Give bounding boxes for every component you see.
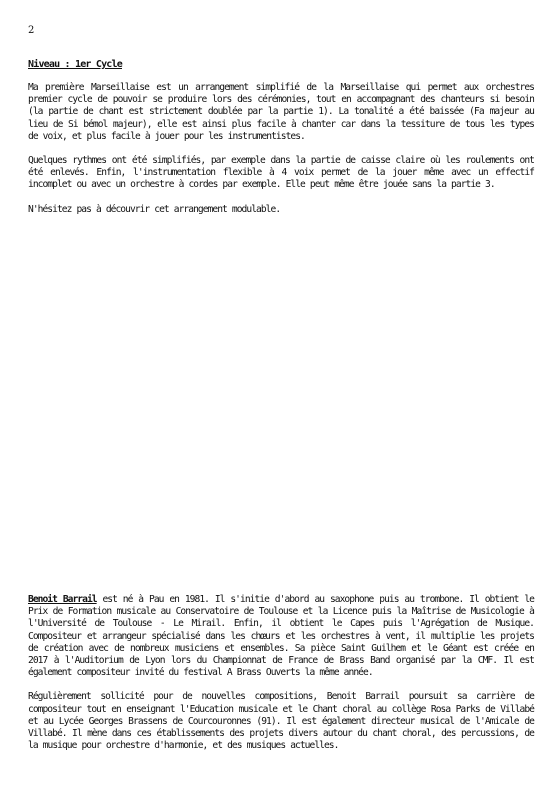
author-name: Benoit Barrail [28,594,97,605]
arrangement-description [28,82,534,228]
intro-paragraph-3: N'hésitez pas à découvrir cet arrangement modulable. [28,203,281,215]
page-number: 2 [28,25,35,36]
intro-paragraph-1: Ma première Marseillaise est un arrangement simplifié de la Marseillaise qui permet aux orchestres premier cycle de pouvoir se produire lors des cérémonies, tout en accompagnant des chanteurs si besoin (la partie de chant est strictement doublée par la partie 1). La tonalité a été baissée (Fa majeur au lieu de Si bémol majeur), elle est ainsi plus facile à chanter car dans la tessiture de tous les types de voix, et plus facile à jouer pour les instrumentistes. [28,82,534,142]
intro-paragraph-2: Quelques rythmes ont été simplifiés, par exemple dans la partie de caisse claire où les roulements ont été enlevés. Enfin, l'instrumentation flexible à 4 voix permet de la jouer même avec un effectif incomplet ou avec un orchestre à cordes par exemple. Elle peut même être jouée sans la partie 3. [28,155,534,191]
level-heading: Niveau : 1er Cycle [28,59,122,70]
bio-paragraph-1-text: est né à Pau en 1981. Il s'initie d'abord au saxophone puis au trombone. Il obtient le Prix de Formation musicale au Conservatoire de Toulouse et la Licence puis la Maîtrise de Musicologie à l'Université de Toulouse - Le Mirail. Enfin, il obtient le Capes puis l'Agrégation de Musique. Compositeur et arrangeur spécialisé dans les chœurs et les orchestres à vent, il multiplie les projets de création avec de nombreux musiciens et ensembles. Sa pièce Saint Guilhem et le Géant est créée en 2017 à l'Auditorium de Lyon lors du Championnat de France de Brass Band organisé par la CMF. Il est également compositeur invité du festival A Brass Ouverts la même année. [28,594,535,679]
bio-paragraph-1 [28,594,534,679]
composer-biography [28,594,534,764]
bio-paragraph-2: Régulièrement sollicité pour de nouvelles compositions, Benoit Barrail poursuit sa carrière de compositeur tout en enseignant l'Education musicale et le Chant choral au collège Rosa Parks de Villabé et au Lycée Georges Brassens de Courcouronnes (91). Il est également directeur musical de l'Amicale de Villabé. Il mène dans ces établissements des projets divers autour du chant choral, des percussions, de la musique pour orchestre d'harmonie, et des musiques actuelles. [28,691,534,752]
